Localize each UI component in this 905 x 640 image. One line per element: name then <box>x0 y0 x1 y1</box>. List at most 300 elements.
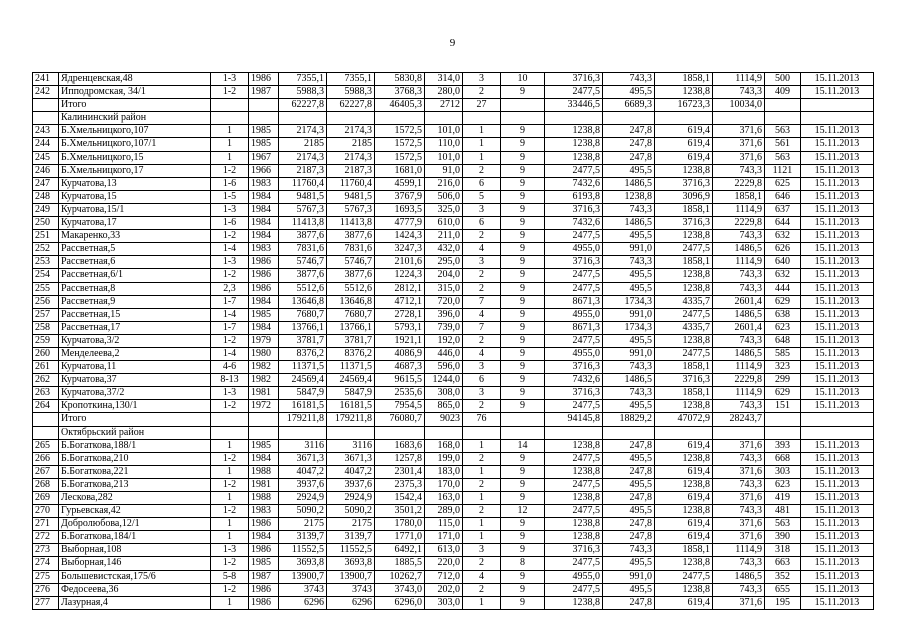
table-cell <box>501 413 545 426</box>
table-cell: 171,0 <box>425 531 463 544</box>
table-cell: 1982 <box>249 374 279 387</box>
table-cell: 1238,8 <box>545 151 603 164</box>
table-cell: 1982 <box>249 361 279 374</box>
table-cell: 7355,1 <box>279 73 327 86</box>
table-cell: 6296 <box>327 596 375 609</box>
table-cell: 865,0 <box>425 400 463 413</box>
table-cell: 199,0 <box>425 452 463 465</box>
table-cell: 9 <box>501 596 545 609</box>
table-cell: 1 <box>211 596 249 609</box>
table-cell: 1238,8 <box>545 138 603 151</box>
table-cell: 195 <box>765 596 801 609</box>
table-cell: 2174,3 <box>279 125 327 138</box>
table-cell <box>211 426 249 439</box>
table-cell: 16181,5 <box>327 400 375 413</box>
table-cell <box>249 99 279 112</box>
table-row <box>33 269 874 282</box>
table-cell: 2477,5 <box>545 282 603 295</box>
table-cell: 663 <box>765 557 801 570</box>
table-cell <box>501 112 545 125</box>
table-cell <box>211 112 249 125</box>
table-cell: 3 <box>463 73 501 86</box>
table-cell: 2174,3 <box>279 151 327 164</box>
table-cell: 257 <box>33 308 59 321</box>
table-cell: 743,3 <box>603 73 655 86</box>
table-cell: 183,0 <box>425 465 463 478</box>
table-cell: 2924,9 <box>327 492 375 505</box>
table-cell: 7432,6 <box>545 374 603 387</box>
table-cell: 47072,9 <box>655 413 713 426</box>
table-cell: 743,3 <box>713 478 765 491</box>
table-cell: 2 <box>463 282 501 295</box>
table-cell: 7 <box>463 321 501 334</box>
table-cell: 1486,5 <box>603 217 655 230</box>
table-cell: 5988,3 <box>279 86 327 99</box>
table-cell: 3877,6 <box>279 230 327 243</box>
table-cell: 295,0 <box>425 256 463 269</box>
table-cell: 4335,7 <box>655 295 713 308</box>
table-cell: 1984 <box>249 321 279 334</box>
table-cell: 11413,8 <box>279 217 327 230</box>
table-cell: 743,3 <box>713 230 765 243</box>
table-cell: 1238,8 <box>655 86 713 99</box>
table-row <box>33 86 874 99</box>
table-cell: 1734,3 <box>603 321 655 334</box>
table-cell: 2712 <box>425 99 463 112</box>
table-cell: 314,0 <box>425 73 463 86</box>
table-cell: 743,3 <box>713 505 765 518</box>
table-cell: 303,0 <box>425 596 463 609</box>
table-cell: 9 <box>501 518 545 531</box>
table-cell: 2187,3 <box>327 164 375 177</box>
table-cell: Калининский район <box>59 112 211 125</box>
table-cell: Б.Хмельницкого,107 <box>59 125 211 138</box>
table-cell: 743,3 <box>713 557 765 570</box>
table-cell: 495,5 <box>603 400 655 413</box>
table-cell: 1986 <box>249 596 279 609</box>
table-row <box>33 321 874 334</box>
table-cell: 743,3 <box>713 583 765 596</box>
table-cell: 2 <box>463 583 501 596</box>
table-cell: Выборная,108 <box>59 544 211 557</box>
table-cell: 1238,8 <box>655 557 713 570</box>
table-cell: 1238,8 <box>545 518 603 531</box>
table-cell: 596,0 <box>425 361 463 374</box>
table-cell: 5 <box>463 190 501 203</box>
table-cell: 2 <box>463 505 501 518</box>
table-cell: 1 <box>463 596 501 609</box>
table-cell: 3671,3 <box>327 452 375 465</box>
table-cell: 15.11.2013 <box>801 269 874 282</box>
table-cell: 561 <box>765 138 801 151</box>
table-cell: Ипподромская, 34/1 <box>59 86 211 99</box>
table-cell: 625 <box>765 177 801 190</box>
table-row <box>33 505 874 518</box>
table-cell: 1-4 <box>211 308 249 321</box>
table-cell: 2185 <box>327 138 375 151</box>
table-cell: 1114,9 <box>713 387 765 400</box>
table-cell: 8-13 <box>211 374 249 387</box>
table-cell: 623 <box>765 321 801 334</box>
table-cell: 5988,3 <box>327 86 375 99</box>
table-cell: 9 <box>501 151 545 164</box>
table-cell <box>655 426 713 439</box>
table-cell: 7954,5 <box>375 400 425 413</box>
table-cell: 1-4 <box>211 243 249 256</box>
table-cell: 151 <box>765 400 801 413</box>
table-cell: 4086,9 <box>375 347 425 360</box>
table-row <box>33 256 874 269</box>
table-cell: 16181,5 <box>279 400 327 413</box>
table-cell: 14 <box>501 439 545 452</box>
table-cell: 619,4 <box>655 492 713 505</box>
table-cell <box>545 426 603 439</box>
table-cell: Б.Хмельницкого,15 <box>59 151 211 164</box>
table-cell: 619,4 <box>655 125 713 138</box>
table-cell: Курчатова,17 <box>59 217 211 230</box>
table-cell: 655 <box>765 583 801 596</box>
table-cell: 1-5 <box>211 190 249 203</box>
table-cell: 15.11.2013 <box>801 256 874 269</box>
table-cell <box>655 112 713 125</box>
table-cell: 2229,8 <box>713 217 765 230</box>
table-cell: 2 <box>463 334 501 347</box>
table-cell: 739,0 <box>425 321 463 334</box>
table-cell: 115,0 <box>425 518 463 531</box>
table-cell: Макаренко,33 <box>59 230 211 243</box>
table-cell: 3781,7 <box>279 334 327 347</box>
table-cell: Б.Богаткова,210 <box>59 452 211 465</box>
table-cell: 168,0 <box>425 439 463 452</box>
table-cell: 2812,1 <box>375 282 425 295</box>
table-cell <box>279 426 327 439</box>
table-cell: 3877,6 <box>327 269 375 282</box>
table-cell: 9 <box>501 217 545 230</box>
table-row <box>33 570 874 583</box>
table-cell: 1114,9 <box>713 544 765 557</box>
table-cell: 619,4 <box>655 531 713 544</box>
table-cell: 276 <box>33 583 59 596</box>
table-cell: 4955,0 <box>545 570 603 583</box>
table-cell: 1486,5 <box>603 374 655 387</box>
table-cell: 1238,8 <box>545 531 603 544</box>
table-row <box>33 387 874 400</box>
table-cell <box>375 112 425 125</box>
table-cell: 619,4 <box>655 465 713 478</box>
table-cell: 2477,5 <box>545 557 603 570</box>
table-cell: 12 <box>501 505 545 518</box>
table-cell: 13646,8 <box>327 295 375 308</box>
table-cell: Б.Богаткова,213 <box>59 478 211 491</box>
table-cell: 2477,5 <box>655 308 713 321</box>
table-cell: 271 <box>33 518 59 531</box>
table-row <box>33 439 874 452</box>
table-cell <box>375 426 425 439</box>
table-cell: 9 <box>501 164 545 177</box>
table-cell: Лазурная,4 <box>59 596 211 609</box>
table-cell: 1238,8 <box>545 465 603 478</box>
table-cell: 743,3 <box>713 282 765 295</box>
table-cell: 15.11.2013 <box>801 583 874 596</box>
table-cell: 1114,9 <box>713 203 765 216</box>
table-cell: Б.Богаткова,188/1 <box>59 439 211 452</box>
table-cell: 2229,8 <box>713 177 765 190</box>
table-cell: 2477,5 <box>545 164 603 177</box>
table-cell: 1966 <box>249 164 279 177</box>
table-cell: 1238,8 <box>655 505 713 518</box>
table-body <box>33 73 874 610</box>
table-row <box>33 413 874 426</box>
table-cell: 4 <box>463 308 501 321</box>
table-cell <box>801 413 874 426</box>
table-cell: 712,0 <box>425 570 463 583</box>
table-cell: 15.11.2013 <box>801 73 874 86</box>
table-cell: 2174,3 <box>327 151 375 164</box>
table-cell: 1858,1 <box>655 387 713 400</box>
table-cell: 9 <box>501 243 545 256</box>
table-cell: 6296,0 <box>375 596 425 609</box>
table-cell: 7680,7 <box>279 308 327 321</box>
table-cell: 9481,5 <box>279 190 327 203</box>
table-cell: 62227,8 <box>327 99 375 112</box>
table-cell: 1238,8 <box>655 400 713 413</box>
table-cell: Рассветная,8 <box>59 282 211 295</box>
table-cell: 15.11.2013 <box>801 478 874 491</box>
table-cell: 15.11.2013 <box>801 230 874 243</box>
table-cell: 3 <box>463 203 501 216</box>
table-cell: 1121 <box>765 164 801 177</box>
table-cell: 1-6 <box>211 217 249 230</box>
table-cell: 1238,8 <box>545 125 603 138</box>
table-cell: 1983 <box>249 505 279 518</box>
table-cell: 6 <box>463 177 501 190</box>
table-cell: 629 <box>765 387 801 400</box>
page-number: 9 <box>449 37 456 49</box>
table-cell: 9615,5 <box>375 374 425 387</box>
table-cell: 409 <box>765 86 801 99</box>
table-cell: 371,6 <box>713 465 765 478</box>
table-cell: 15.11.2013 <box>801 125 874 138</box>
table-cell: Рассветная,9 <box>59 295 211 308</box>
table-cell: 1681,0 <box>375 164 425 177</box>
table-cell: 619,4 <box>655 518 713 531</box>
table-cell: 15.11.2013 <box>801 374 874 387</box>
table-cell: 1985 <box>249 308 279 321</box>
table-cell: 179211,8 <box>327 413 375 426</box>
table-cell: 1921,1 <box>375 334 425 347</box>
table-cell: 15.11.2013 <box>801 190 874 203</box>
table-cell: 743,3 <box>713 452 765 465</box>
table-cell: 1984 <box>249 217 279 230</box>
table-cell: 261 <box>33 361 59 374</box>
table-cell: 5847,9 <box>279 387 327 400</box>
table-cell: 1858,1 <box>655 544 713 557</box>
table-cell: 15.11.2013 <box>801 86 874 99</box>
table-cell: 1988 <box>249 492 279 505</box>
table-cell <box>211 413 249 426</box>
table-cell: 7 <box>463 295 501 308</box>
table-cell: 9 <box>501 400 545 413</box>
table-cell: 3877,6 <box>327 230 375 243</box>
table-cell: 318 <box>765 544 801 557</box>
table-cell: 179211,8 <box>279 413 327 426</box>
table-cell: 62227,8 <box>279 99 327 112</box>
table-cell: 743,3 <box>713 86 765 99</box>
table-cell: 4955,0 <box>545 308 603 321</box>
table-cell: 371,6 <box>713 138 765 151</box>
table-cell: 1858,1 <box>655 256 713 269</box>
table-cell: 1-2 <box>211 400 249 413</box>
table-cell: 3501,2 <box>375 505 425 518</box>
table-cell: 1984 <box>249 452 279 465</box>
table-cell: 1542,4 <box>375 492 425 505</box>
table-cell: 253 <box>33 256 59 269</box>
table-row <box>33 334 874 347</box>
table-cell: 393 <box>765 439 801 452</box>
table-cell: 13766,1 <box>327 321 375 334</box>
table-cell: 3096,9 <box>655 190 713 203</box>
table-cell: 269 <box>33 492 59 505</box>
table-cell: 15.11.2013 <box>801 217 874 230</box>
table-cell: 3768,3 <box>375 86 425 99</box>
table-cell: 15.11.2013 <box>801 452 874 465</box>
table-cell: 245 <box>33 151 59 164</box>
table-cell: 15.11.2013 <box>801 518 874 531</box>
table-cell: 1572,5 <box>375 138 425 151</box>
table-cell: 3937,6 <box>327 478 375 491</box>
table-cell: 619,4 <box>655 151 713 164</box>
table-cell: 1 <box>211 138 249 151</box>
table-cell: 2 <box>463 269 501 282</box>
table-cell: 101,0 <box>425 151 463 164</box>
table-cell: 11552,5 <box>279 544 327 557</box>
table-cell: 9 <box>501 321 545 334</box>
table-cell: 1986 <box>249 73 279 86</box>
table-cell: 1238,8 <box>655 269 713 282</box>
table-row <box>33 518 874 531</box>
table-cell: 1-3 <box>211 387 249 400</box>
table-row <box>33 295 874 308</box>
table-cell: 4712,1 <box>375 295 425 308</box>
table-cell: 5512,6 <box>279 282 327 295</box>
table-cell: 1 <box>211 465 249 478</box>
table-cell: 15.11.2013 <box>801 282 874 295</box>
table-cell: 371,6 <box>713 531 765 544</box>
table-cell: 270 <box>33 505 59 518</box>
table-cell: 495,5 <box>603 86 655 99</box>
table-cell: 1771,0 <box>375 531 425 544</box>
table-cell: 644 <box>765 217 801 230</box>
table-cell: 623 <box>765 478 801 491</box>
table-cell: 2535,6 <box>375 387 425 400</box>
table-cell <box>801 112 874 125</box>
table-cell: 743,3 <box>603 387 655 400</box>
table-cell: Ядренцевская,48 <box>59 73 211 86</box>
table-cell: 1986 <box>249 583 279 596</box>
table-cell <box>425 112 463 125</box>
table-cell: 9 <box>501 269 545 282</box>
table-cell: 1 <box>463 492 501 505</box>
table-cell: 246 <box>33 164 59 177</box>
table-row <box>33 361 874 374</box>
table-cell: 1486,5 <box>603 177 655 190</box>
table-cell: 1 <box>211 518 249 531</box>
table-cell: 495,5 <box>603 230 655 243</box>
table-cell <box>501 99 545 112</box>
table-cell: 1985 <box>249 138 279 151</box>
table-cell <box>603 426 655 439</box>
table-row <box>33 112 874 125</box>
table-cell <box>211 99 249 112</box>
table-cell: 5090,2 <box>279 505 327 518</box>
table-cell: 9023 <box>425 413 463 426</box>
table-cell <box>545 112 603 125</box>
table-cell: 352 <box>765 570 801 583</box>
table-cell: 1985 <box>249 557 279 570</box>
table-cell: 1 <box>463 125 501 138</box>
table-cell: 2175 <box>279 518 327 531</box>
table-cell: 396,0 <box>425 308 463 321</box>
table-cell: Курчатова,15/1 <box>59 203 211 216</box>
table-cell: 247,8 <box>603 138 655 151</box>
table-cell: 242 <box>33 86 59 99</box>
table-cell: 2301,4 <box>375 465 425 478</box>
table-cell <box>713 426 765 439</box>
table-cell: 1238,8 <box>655 164 713 177</box>
table-cell: 9 <box>501 452 545 465</box>
table-cell: 13766,1 <box>279 321 327 334</box>
table-cell: 1 <box>463 138 501 151</box>
table-cell: 1114,9 <box>713 256 765 269</box>
table-cell: 4599,1 <box>375 177 425 190</box>
table-cell: 5793,1 <box>375 321 425 334</box>
table-cell <box>801 426 874 439</box>
table-cell: 91,0 <box>425 164 463 177</box>
table-cell: 3139,7 <box>327 531 375 544</box>
table-cell: 2,3 <box>211 282 249 295</box>
table-cell: 4047,2 <box>279 465 327 478</box>
table-cell: 2477,5 <box>545 452 603 465</box>
table-cell: 7355,1 <box>327 73 375 86</box>
table-cell: 13900,7 <box>327 570 375 583</box>
table-cell: Большевистская,175/6 <box>59 570 211 583</box>
table-cell <box>33 99 59 112</box>
table-cell: 9 <box>501 478 545 491</box>
table-cell: 247,8 <box>603 531 655 544</box>
table-cell: 2175 <box>327 518 375 531</box>
table-row <box>33 73 874 86</box>
table-cell: 3 <box>463 387 501 400</box>
table-cell: 308,0 <box>425 387 463 400</box>
table-cell: 325,0 <box>425 203 463 216</box>
table-cell: 8671,3 <box>545 295 603 308</box>
table-cell: 1-4 <box>211 347 249 360</box>
table-cell: 15.11.2013 <box>801 596 874 609</box>
table-cell: 1486,5 <box>713 308 765 321</box>
table-row <box>33 125 874 138</box>
table-cell: 646 <box>765 190 801 203</box>
table-row <box>33 400 874 413</box>
table-cell: 5746,7 <box>327 256 375 269</box>
table-cell: Лескова,282 <box>59 492 211 505</box>
table-cell: 4687,3 <box>375 361 425 374</box>
table-cell: 720,0 <box>425 295 463 308</box>
table-cell: 991,0 <box>603 347 655 360</box>
table-row <box>33 426 874 439</box>
table-cell: 1-7 <box>211 295 249 308</box>
table-row <box>33 347 874 360</box>
table-cell: 2 <box>463 230 501 243</box>
